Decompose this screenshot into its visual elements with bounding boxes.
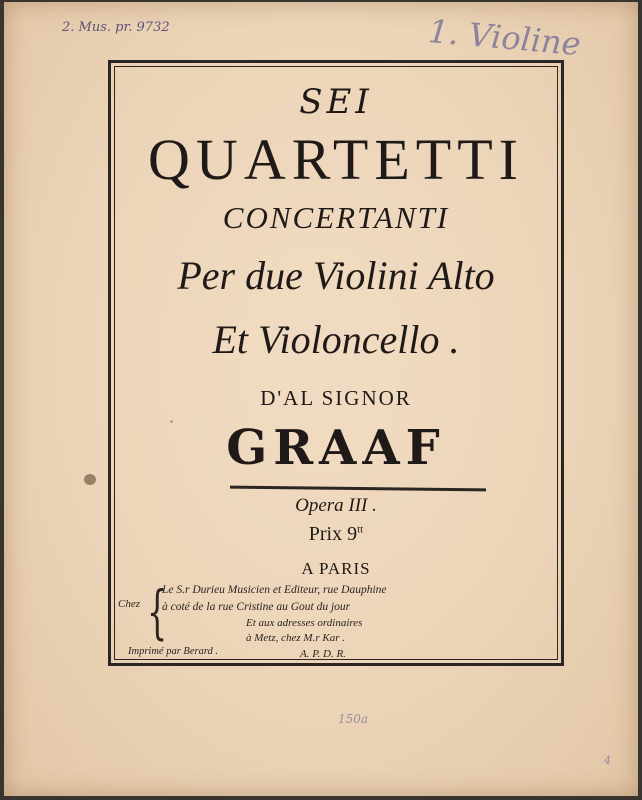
folio-annotation: 150a [338,712,369,726]
city-line: A PARIS [301,559,371,578]
title-line-concertanti: CONCERTANTI [222,200,450,235]
title-line-quartetti: QUARTETTI [148,127,524,192]
part-annotation: 1. Violine [426,12,583,64]
ink-stain [84,474,96,485]
publisher-address-line-3: Et aux adresses ordinaires [246,617,363,629]
instrumentation-line-2: Et Violoncello . [212,317,460,362]
dal-signor-line: D'AL SIGNOR [260,386,412,410]
printer-credit: Imprimé par Berard . [128,646,219,657]
shelfmark-annotation: 2. Mus. pr. 9732 [62,20,170,35]
instrumentation-line-1: Per due Violini Alto [177,253,495,298]
price-line [114,523,558,546]
opus-number: Opera III . [295,495,377,516]
publisher-address-line-1: Le S.r Durieu Musicien et Editeur, rue Dauphine [162,584,387,596]
composer-name: GRAAF [226,420,446,476]
publisher-address-line-2: à coté de la rue Cristine au Gout du jour [162,601,351,613]
address-brace: { [147,578,168,646]
title-line-sei: SEI [299,82,373,122]
privilege-line: A. P. D. R. [300,648,346,660]
publisher-address-line-4: à Metz, chez M.r Kar . [246,632,345,644]
corner-number: 4 [604,754,611,767]
ink-speck [170,420,173,423]
chez-label: Chez [118,598,140,610]
price-text: Prix 9 [308,523,358,545]
price-unit: tt [357,523,364,536]
